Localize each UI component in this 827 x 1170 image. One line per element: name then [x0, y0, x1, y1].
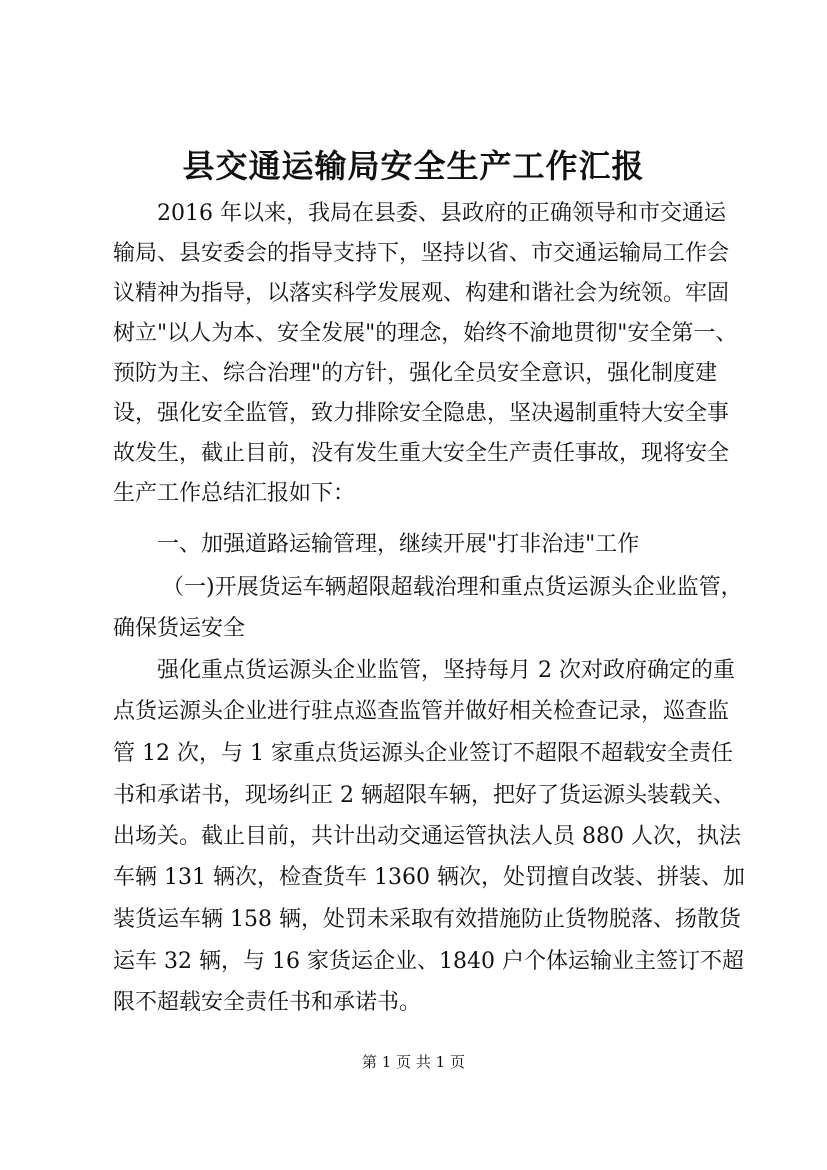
- body-line: 运车 32 辆，与 16 家货运企业、1840 户个体运输业主签订不超: [113, 949, 744, 974]
- body-line: 设，强化安全监管，致力排除安全隐患，坚决遏制重特大安全事: [113, 401, 730, 426]
- body-line: 生产工作总结汇报如下：: [113, 481, 356, 506]
- body-line: 强化重点货运源头企业监管，坚持每月 2 次对政府确定的重: [157, 658, 735, 683]
- subsection-heading-continued: 确保货运安全: [113, 616, 246, 641]
- section-heading: 一、加强道路运输管理，继续开展"打非治违"工作: [157, 532, 640, 557]
- body-line: 2016 年以来，我局在县委、县政府的正确领导和市交通运: [157, 201, 726, 226]
- body-line: 书和承诺书，现场纠正 2 辆超限车辆，把好了货运源头装载关、: [113, 783, 735, 808]
- body-line: 输局、县安委会的指导支持下，坚持以省、市交通运输局工作会: [113, 241, 730, 266]
- document-title: 县交通运输局安全生产工作汇报: [182, 147, 645, 185]
- body-line: 限不超载安全责任书和承诺书。: [113, 990, 422, 1015]
- page-footer: 第 1 页 共 1 页: [362, 1053, 465, 1071]
- subsection-heading: （一)开展货运车辆超限超载治理和重点货运源头企业监管，: [162, 575, 743, 600]
- body-line: 出场关。截止目前，共计出动交通运管执法人员 880 人次，执法: [113, 824, 741, 849]
- body-line: 故发生，截止目前，没有发生重大安全生产责任事故，现将安全: [113, 441, 730, 466]
- body-line: 点货运源头企业进行驻点巡查监管并做好相关检查记录，巡查监: [113, 699, 730, 724]
- body-line: 树立"以人为本、安全发展"的理念，始终不渝地贯彻"安全第一、: [113, 321, 738, 346]
- body-line: 装货运车辆 158 辆，处罚未采取有效措施防止货物脱落、扬散货: [113, 907, 741, 932]
- body-line: 车辆 131 辆次，检查货车 1360 辆次，处罚擅自改装、拼装、加: [113, 865, 745, 890]
- body-line: 管 12 次，与 1 家重点货运源头企业签订不超限不超载安全责任: [113, 741, 733, 766]
- body-line: 预防为主、综合治理"的方针，强化全员安全意识，强化制度建: [113, 361, 718, 386]
- body-line: 议精神为指导，以落实科学发展观、构建和谐社会为统领。牢固: [113, 281, 730, 306]
